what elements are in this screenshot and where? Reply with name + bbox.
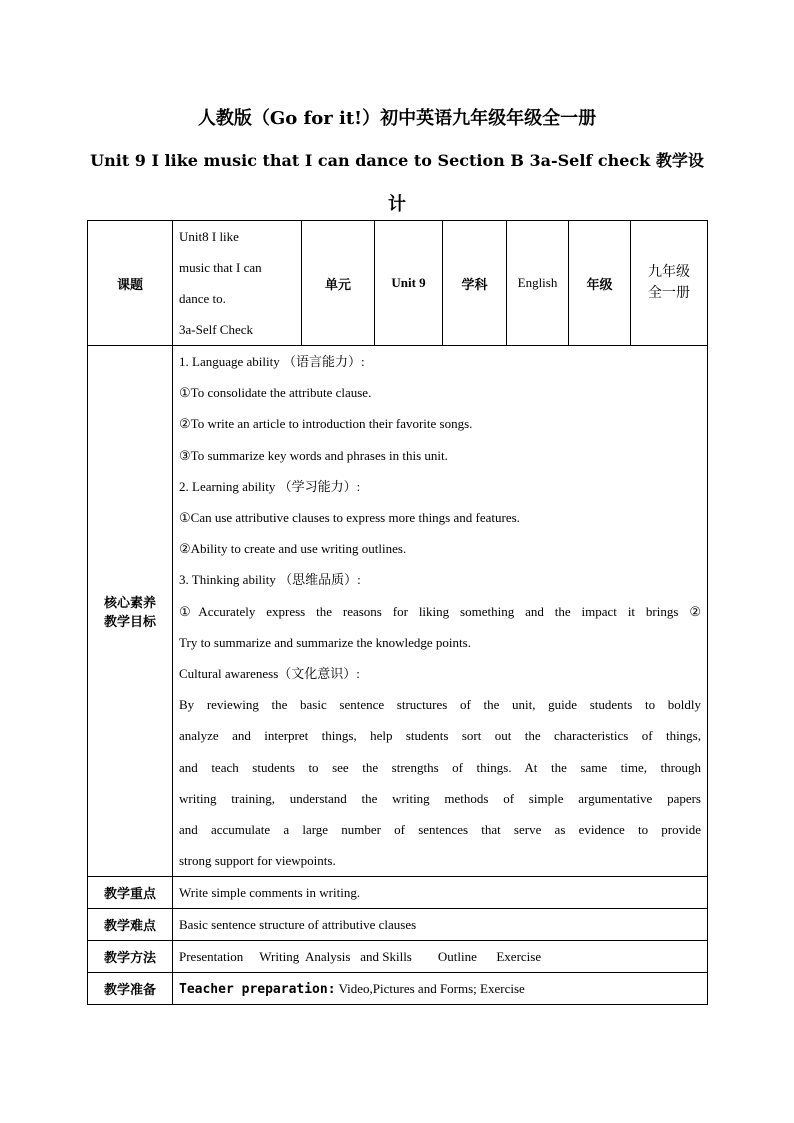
lesson-plan-table: [87, 220, 708, 1005]
key-points-value: Write simple comments in writing.: [173, 877, 708, 909]
topic-line: 3a-Self Check: [179, 322, 254, 337]
grade-value-line2: 全一册: [648, 285, 690, 301]
unit-label: 单元: [302, 221, 375, 346]
goal-line: and accumulate a large number of sentences that serve as evidence to provide: [179, 822, 701, 838]
goal-line: strong support for viewpoints.: [179, 853, 336, 869]
goals-content: [173, 346, 708, 877]
methods-label: 教学方法: [88, 941, 173, 973]
document-subtitle-continued: 计: [388, 194, 406, 215]
goal-line: Cultural awareness（文化意识）:: [179, 666, 360, 682]
goal-line: writing training, understand the writing methods of simple argumentative papers: [179, 790, 701, 806]
document-subtitle: Unit 9 I like music that I can dance to Section B 3a-Self check 教学设: [90, 151, 704, 170]
topic-label: 课题: [88, 221, 173, 346]
goal-line: and teach students to see the strengths of things. At the same time, through: [179, 759, 701, 775]
goal-line: analyze and interpret things, help students sort out the characteristics of things,: [179, 728, 701, 744]
goal-line: 1. Language ability （语言能力）:: [179, 354, 365, 369]
subject-label: 学科: [443, 221, 507, 346]
topic-value: [173, 221, 302, 346]
goal-line: ①Accurately express the reasons for liking something and the impact it brings ②: [179, 603, 701, 619]
goal-line: ①To consolidate the attribute clause.: [179, 385, 372, 401]
preparation-value: [173, 973, 708, 1005]
methods-value: Presentation Writing Analysis and Skills Outline Exercise: [173, 941, 708, 973]
goals-label: [88, 346, 173, 877]
goal-line: ③To summarize key words and phrases in this unit.: [179, 447, 448, 463]
topic-row: [88, 221, 708, 346]
goal-line: ①Can use attributive clauses to express more things and features.: [179, 510, 520, 526]
goal-line: By reviewing the basic sentence structures of the unit, guide students to boldly: [179, 697, 701, 713]
grade-value: [631, 221, 708, 346]
preparation-label: 教学准备: [88, 973, 173, 1005]
difficulties-label: 教学难点: [88, 909, 173, 941]
topic-line: music that I can: [179, 260, 262, 275]
difficulties-row: [88, 909, 708, 941]
goal-line: 2. Learning ability （学习能力）:: [179, 478, 361, 494]
preparation-items: Video,Pictures and Forms; Exercise: [335, 980, 525, 996]
subject-value: English: [507, 221, 569, 346]
goal-line: Try to summarize and summarize the knowledge points.: [179, 634, 471, 650]
document-title: 人教版（Go for it!）初中英语九年级年级全一册: [197, 108, 597, 129]
goal-line: ②Ability to create and use writing outlines.: [179, 541, 407, 557]
difficulties-value: Basic sentence structure of attributive clauses: [173, 909, 708, 941]
grade-label: 年级: [569, 221, 631, 346]
goals-label-line2: 教学目标: [103, 614, 156, 630]
preparation-heading: Teacher preparation:: [179, 981, 336, 997]
goals-row: [88, 346, 708, 877]
preparation-row: [88, 973, 708, 1005]
methods-row: [88, 941, 708, 973]
topic-line: dance to.: [179, 291, 226, 306]
grade-value-line1: 九年级: [648, 264, 690, 280]
goals-label-line1: 核心素养: [103, 595, 156, 611]
goal-line: 3. Thinking ability （思维品质）:: [179, 572, 361, 588]
topic-line: Unit8 I like: [179, 229, 239, 244]
key-points-label: 教学重点: [88, 877, 173, 909]
goal-line: ②To write an article to introduction their favorite songs.: [179, 416, 473, 432]
unit-value: Unit 9: [375, 221, 443, 346]
key-points-row: [88, 877, 708, 909]
